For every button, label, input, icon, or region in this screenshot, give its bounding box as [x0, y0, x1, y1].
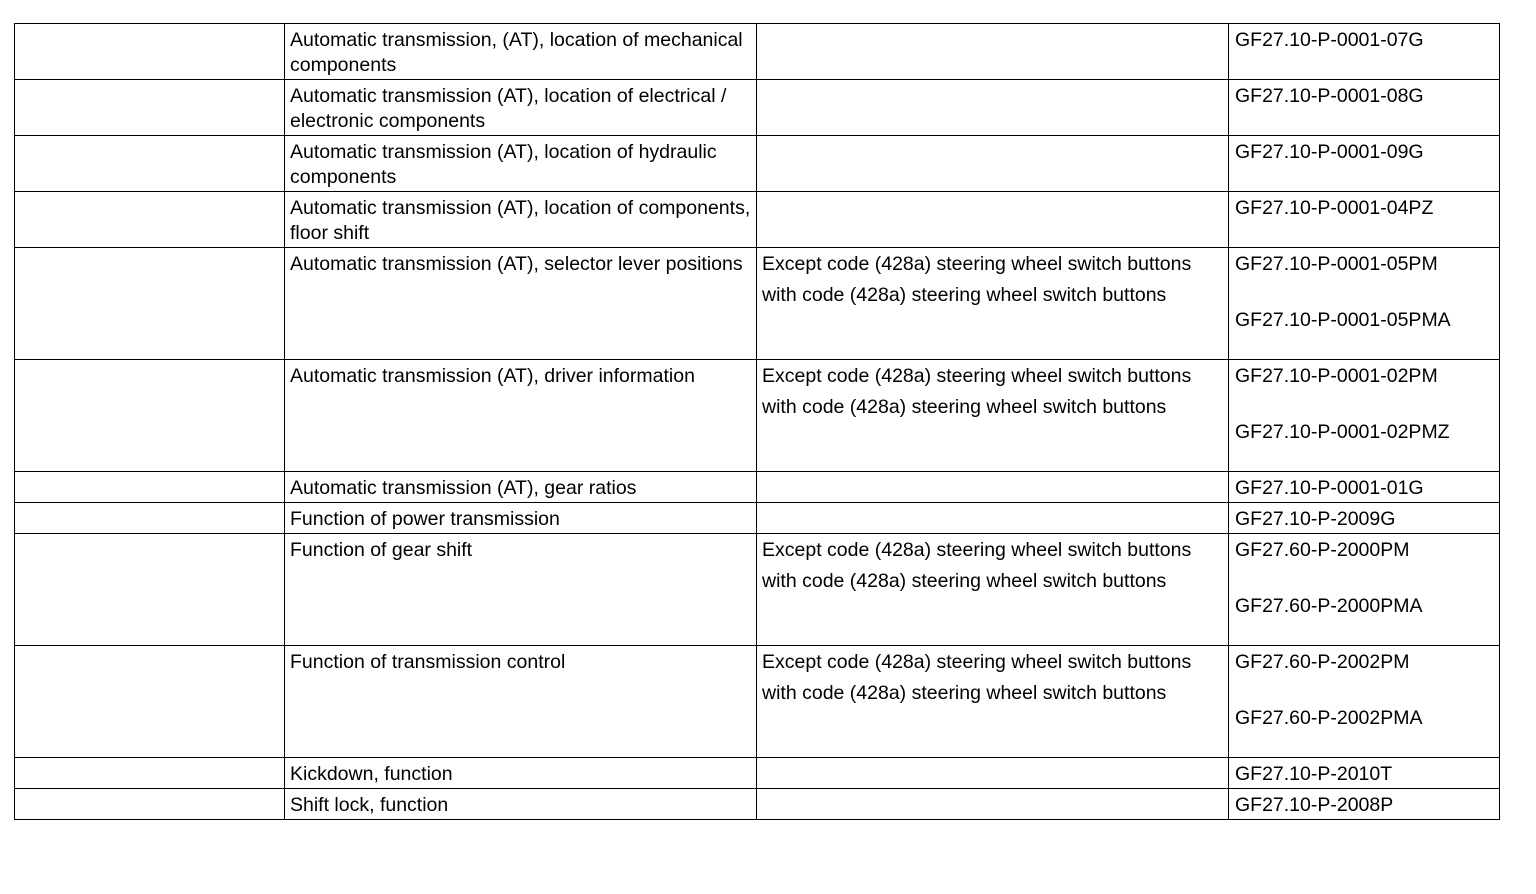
condition-cell: [757, 192, 1229, 248]
document-ref-cell: [1229, 646, 1500, 758]
topic-cell: Automatic transmission (AT), location of hydraulic components: [285, 136, 757, 192]
table-row: [15, 646, 1500, 758]
table-row: [15, 136, 1500, 192]
document-ref: GF27.10-P-2010T: [1235, 763, 1393, 785]
document-ref: GF27.10-P-0001-02PMZ: [1235, 421, 1450, 443]
topic-cell: Automatic transmission (AT), location of components, floor shift: [285, 192, 757, 248]
condition-cell: [757, 646, 1229, 758]
table-row: [15, 248, 1500, 360]
condition-text: with code (428a) steering wheel switch buttons: [762, 682, 1167, 704]
document-ref: GF27.10-P-0001-04PZ: [1235, 197, 1434, 219]
condition-text: with code (428a) steering wheel switch buttons: [762, 570, 1167, 592]
document-ref-cell: [1229, 248, 1500, 360]
document-ref-cell: [1229, 24, 1500, 80]
topic-cell: Kickdown, function: [285, 758, 757, 789]
document-ref: GF27.10-P-0001-08G: [1235, 85, 1424, 107]
table-row: [15, 472, 1500, 503]
reference-table: [14, 23, 1500, 820]
condition-cell: [757, 534, 1229, 646]
document-ref: GF27.10-P-0001-01G: [1235, 477, 1424, 499]
topic-cell: Function of gear shift: [285, 534, 757, 646]
condition-cell: [757, 758, 1229, 789]
document-ref: GF27.10-P-0001-05PM: [1235, 253, 1438, 275]
empty-cell: [15, 758, 285, 789]
topic-cell: Automatic transmission (AT), driver information: [285, 360, 757, 472]
document-ref-cell: [1229, 136, 1500, 192]
condition-cell: [757, 136, 1229, 192]
empty-cell: [15, 789, 285, 820]
document-ref: GF27.10-P-0001-07G: [1235, 29, 1424, 51]
document-ref: GF27.10-P-2009G: [1235, 508, 1396, 530]
table-row: [15, 360, 1500, 472]
condition-cell: [757, 472, 1229, 503]
topic-cell: Automatic transmission (AT), location of electrical / electronic components: [285, 80, 757, 136]
empty-cell: [15, 472, 285, 503]
document-ref: GF27.60-P-2002PMA: [1235, 707, 1423, 729]
table-row: [15, 534, 1500, 646]
empty-cell: [15, 80, 285, 136]
empty-cell: [15, 503, 285, 534]
condition-cell: [757, 80, 1229, 136]
document-ref-cell: [1229, 192, 1500, 248]
table-row: [15, 80, 1500, 136]
condition-text: Except code (428a) steering wheel switch buttons: [762, 539, 1192, 561]
document-ref: GF27.60-P-2000PMA: [1235, 595, 1423, 617]
condition-text: Except code (428a) steering wheel switch buttons: [762, 365, 1192, 387]
table-row: [15, 789, 1500, 820]
empty-cell: [15, 646, 285, 758]
empty-cell: [15, 360, 285, 472]
topic-cell: Shift lock, function: [285, 789, 757, 820]
table-row: [15, 24, 1500, 80]
empty-cell: [15, 534, 285, 646]
empty-cell: [15, 248, 285, 360]
empty-cell: [15, 24, 285, 80]
condition-cell: [757, 24, 1229, 80]
topic-cell: Function of power transmission: [285, 503, 757, 534]
document-ref: GF27.10-P-0001-05PMA: [1235, 309, 1451, 331]
document-ref-cell: [1229, 758, 1500, 789]
condition-cell: [757, 503, 1229, 534]
condition-cell: [757, 248, 1229, 360]
condition-text: with code (428a) steering wheel switch buttons: [762, 396, 1167, 418]
document-ref: GF27.10-P-0001-09G: [1235, 141, 1424, 163]
document-ref: GF27.10-P-2008P: [1235, 794, 1394, 816]
condition-cell: [757, 360, 1229, 472]
document-ref-cell: [1229, 534, 1500, 646]
table-row: [15, 192, 1500, 248]
document-ref: GF27.60-P-2000PM: [1235, 539, 1410, 561]
empty-cell: [15, 136, 285, 192]
document-ref-cell: [1229, 472, 1500, 503]
condition-text: Except code (428a) steering wheel switch buttons: [762, 651, 1192, 673]
topic-cell: Automatic transmission (AT), selector lever positions: [285, 248, 757, 360]
topic-cell: Function of transmission control: [285, 646, 757, 758]
document-ref-cell: [1229, 360, 1500, 472]
condition-text: Except code (428a) steering wheel switch buttons: [762, 253, 1192, 275]
condition-cell: [757, 789, 1229, 820]
document-ref-cell: [1229, 503, 1500, 534]
document-ref: GF27.10-P-0001-02PM: [1235, 365, 1438, 387]
empty-cell: [15, 192, 285, 248]
document-ref-cell: [1229, 80, 1500, 136]
topic-cell: Automatic transmission, (AT), location of mechanical components: [285, 24, 757, 80]
document-ref: GF27.60-P-2002PM: [1235, 651, 1410, 673]
document-ref-cell: [1229, 789, 1500, 820]
topic-cell: Automatic transmission (AT), gear ratios: [285, 472, 757, 503]
table-body: [15, 24, 1500, 820]
condition-text: with code (428a) steering wheel switch buttons: [762, 284, 1167, 306]
table-row: [15, 503, 1500, 534]
table-row: [15, 758, 1500, 789]
